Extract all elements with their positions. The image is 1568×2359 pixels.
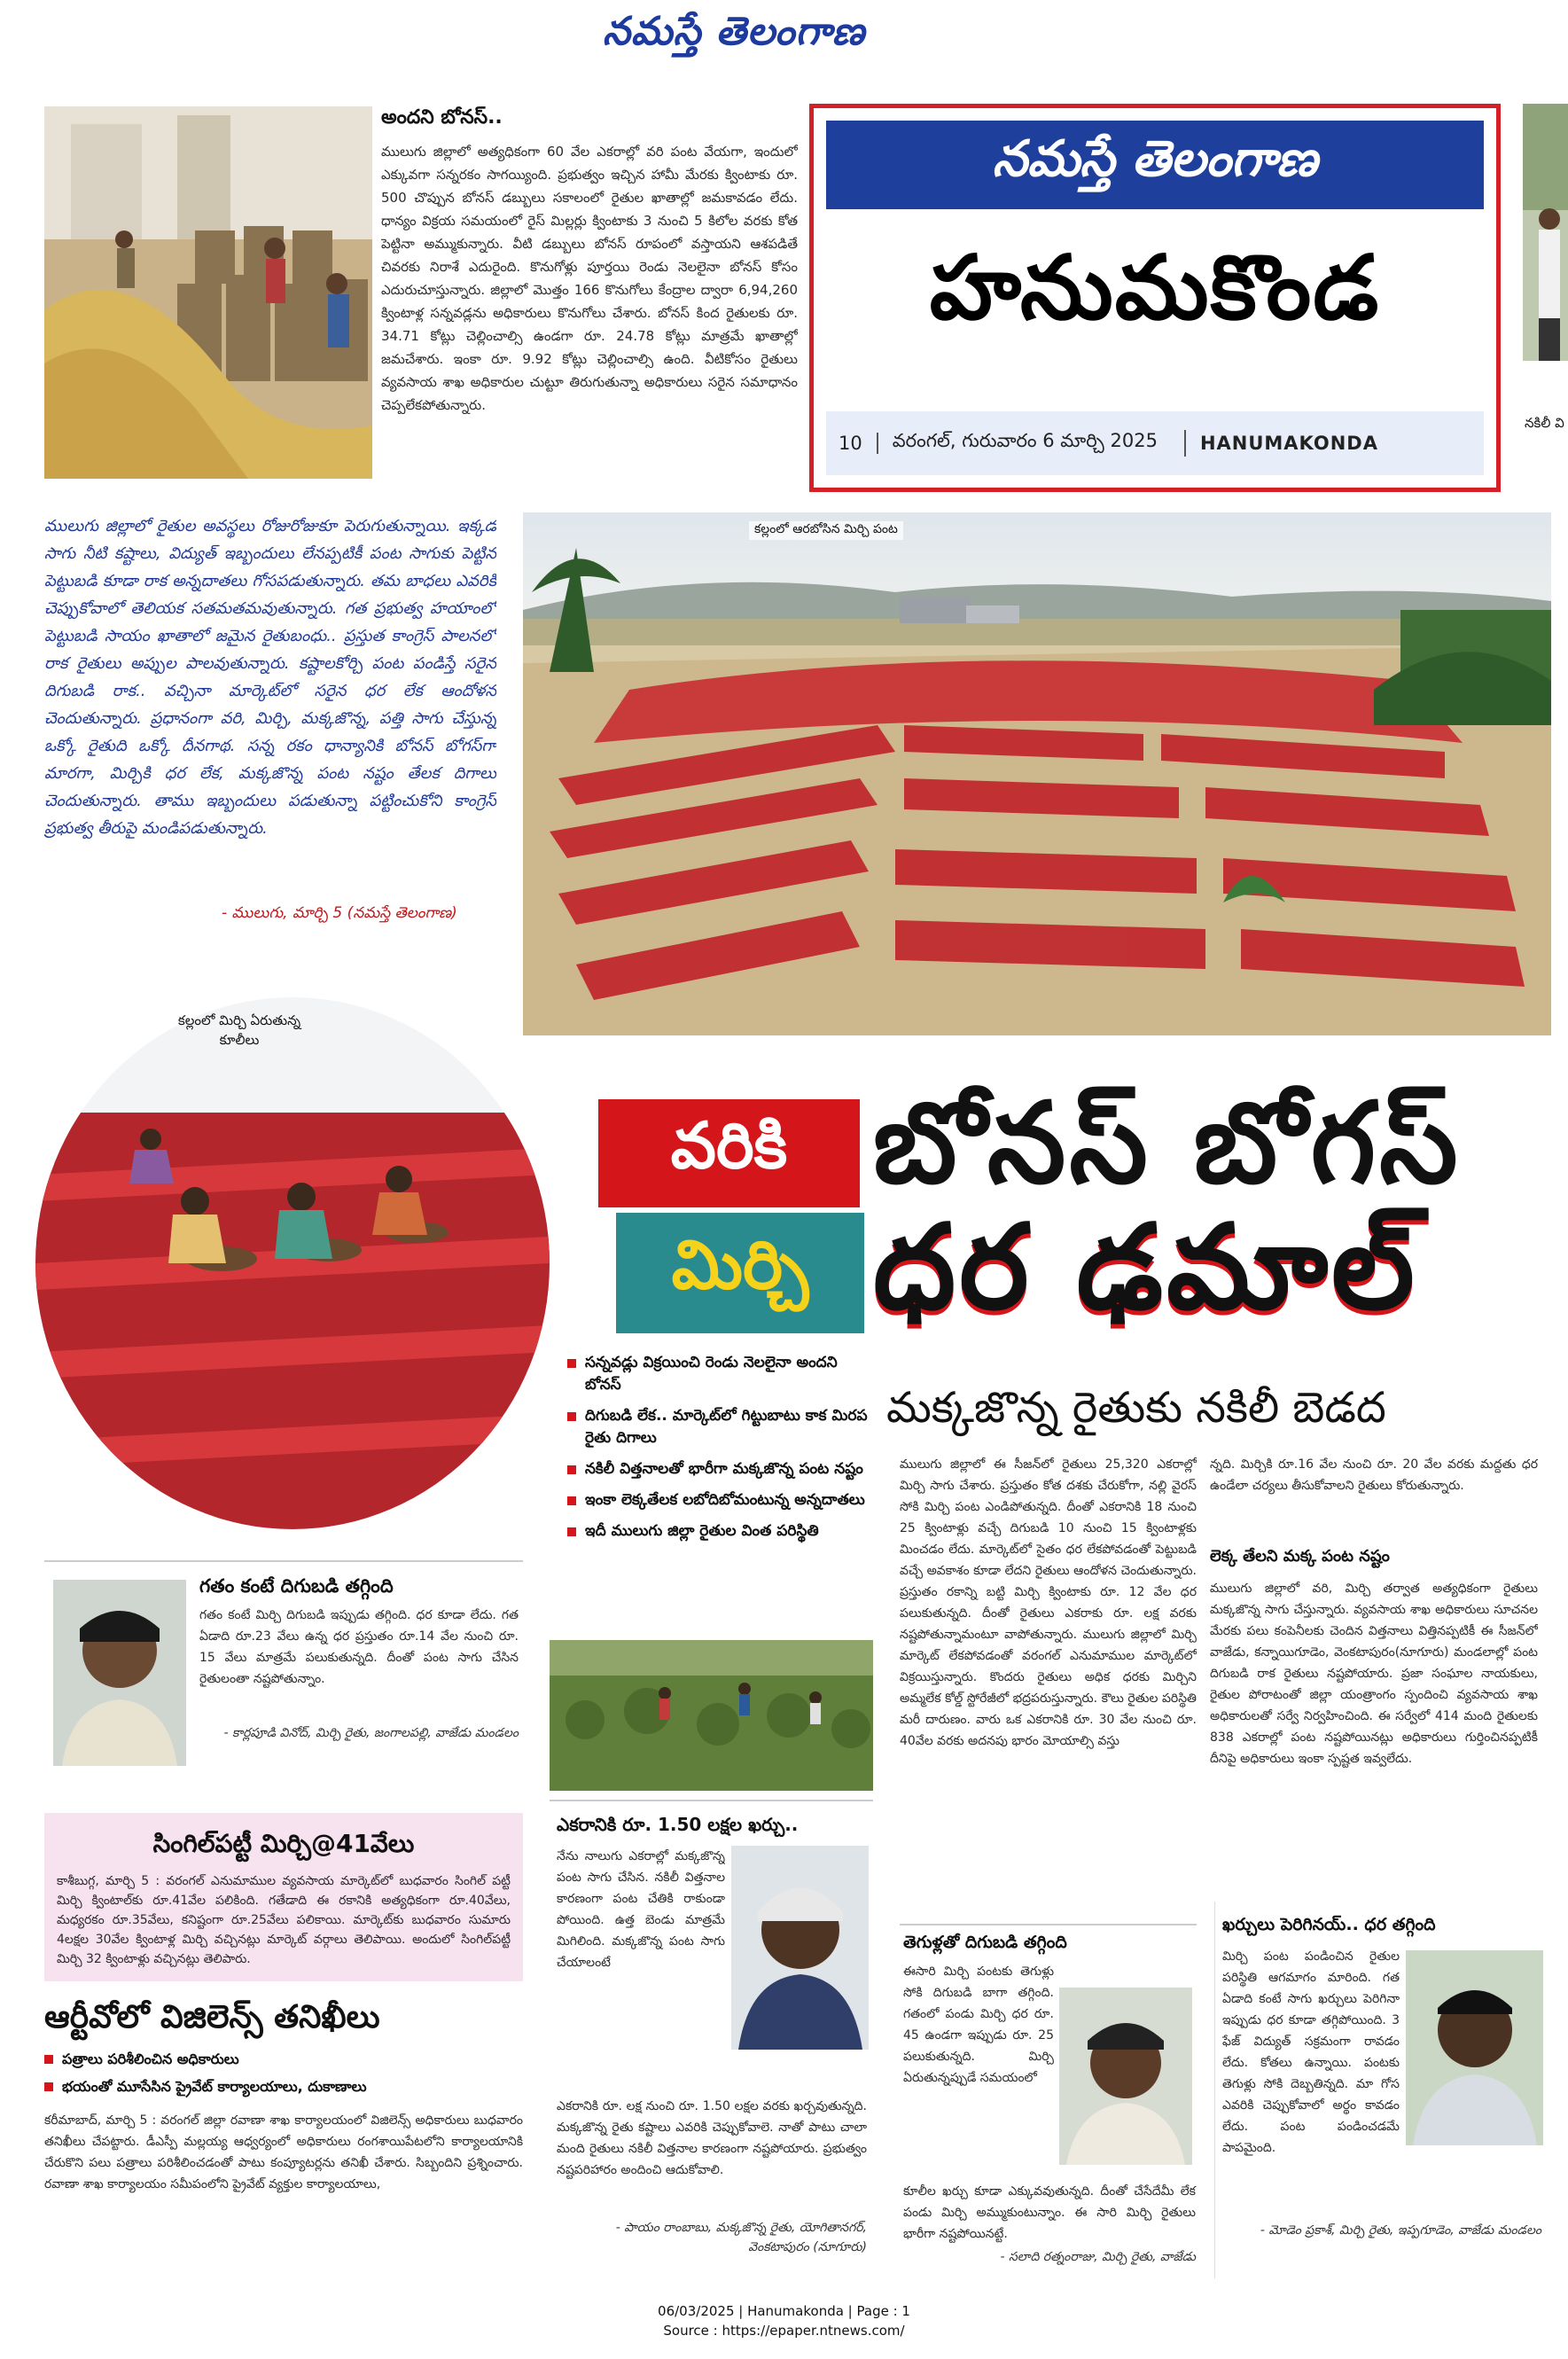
nameplate-brand-bar [826, 121, 1484, 209]
headline-subhead: మక్కజొన్న రైతుకు నకిలీ బెడద [886, 1383, 1386, 1433]
story-single-title: సింగిల్‌పట్టీ మిర్చి@41వేలు [152, 1829, 415, 1858]
story-expense-body: మిర్చి పంట పండించిన రైతుల పరిస్థితి ఆగమాగం మారింది. గత ఏడాది కంటే సాగు ఖర్చులు పెరిగినా ఇప్పుడు ధర కూడా తగ్గిపోయింది. 3 ఫేజ్ విద్యుత్ సక్రమంగా రావడం లేదు. కోతలు ఉన్నాయి. పంటకు తెగుళ్లు సోకి దెబ్బతిన్నది. మా గోస ఎవరికి చెప్పుకోవాలో అర్థం కావడం లేదు. పంట పండించడమే పాపమైంది. [1222, 1949, 1400, 2155]
story-yield-body: గతం కంటే మిర్చి దిగుబడి ఇప్పుడు తగ్గింది. ధర కూడా లేదు. గత ఏడాది రూ.23 వేలు ఉన్న ధర ప్రస్తుతం రూ.14 వేల నుంచి రూ. 15 వేలు మాత్రమే పలుకుతున్నది. దీంతో పంట సాగు చేసిన రైతులంతా నష్టపోతున్నాం. [199, 1608, 519, 1686]
key-points [567, 1352, 869, 1551]
headline-line1: బోనస్ బోగస్ [873, 1078, 1462, 1208]
masthead-logo: నమస్తే తెలంగాణ [603, 9, 866, 54]
story-rto-title: ఆర్టీవోలో విజిలెన్స్ తనిఖీలు [44, 1999, 380, 2035]
story-single-body: కాశీబుగ్గ, మార్చి 5 : వరంగల్ ఎనుమాముల వ్యవసాయ మార్కెట్‌లో బుధవారం సింగిల్ పట్టీ మిర్చి క్వింటాల్‌కు రూ.41వేల పలికింది. గతేడాది ఈ రకానికి అత్యధికంగా రూ.40వేలు, మధ్యరకం రూ.35వేలు, కనిష్టంగా రూ.25వేలు పలికాయి. మార్కెట్‌కు బుధవారం సుమారు 4లక్షల 30వేల క్వింటాళ్ల మిర్చి వచ్చినట్లు మార్కెట్ వర్గాలు తెలిపాయి. అందులో సింగిల్‌పట్టీ మిర్చి 32 క్వింటాళ్లు వచ్చినట్లు తెలిపారు. [57, 1874, 511, 1966]
intro-body: ములుగు జిల్లాలో రైతుల అవస్థలు రోజురోజుకూ పెరుగుతున్నాయి. ఇక్కడ సాగు నీటి కష్టాలు, విద్యుత్ ఇబ్బందులు లేనప్పటికీ పంట సాగుకు పెట్టిన పెట్టుబడి కూడా రాక అన్నదాతలు గోసపడుతున్నారు. తమ బాధలు ఎవరికి చెప్పుకోవాలో తెలియక సతమతమవుతున్నారు. గత ప్రభుత్వ హయాంలో పెట్టుబడి సాయం ఖాతాలో జమైన రైతుబంధు.. ప్రస్తుత కాంగ్రెస్ పాలనలో రాక రైతులు అప్పుల పాలవుతున్నారు. కష్టాలకోర్చి పంట పండిస్తే సరైన దిగుబడి రాక.. వచ్చినా మార్కెట్‌లో సరైన ధర లేక ఆందోళన చెందుతున్నారు. ప్రధానంగా వరి, మిర్చి, మక్కజొన్న, పత్తి సాగు చేస్తున్న ఒక్కో రైతుది ఒక్కో దీనగాథ. సన్న రకం ధాన్యానికి బోనస్ బోగస్‌గా మారగా, మిర్చికి ధర లేక, మక్కజొన్న పంట నష్టం తేలక దిగాలు చెందుతున్నారు. తాము ఇబ్బందులు పడుతున్నా పట్టించుకోని కాంగ్రెస్ ప్రభుత్వ తీరుపై మండిపడుతున్నారు. [44, 517, 496, 838]
key-point: ఇంకా లెక్కతేలక లబోదిబోమంటున్న అన్నదాతలు [567, 1489, 869, 1511]
main-story-col2-top: న్నది. మిర్చికి రూ.16 వేల నుంచి రూ. 20 వేల వరకు మద్దతు ధర ఉండేలా చర్యలు తీసుకోవాలని రైతులు కోరుతున్నారు. [1210, 1457, 1538, 1493]
story-expense-box [1214, 1902, 1548, 2278]
key-point: సన్నవడ్లు విక్రయించి రెండు నెలలైనా అందని బోనస్ [567, 1352, 869, 1396]
main-story-col1: ములుగు జిల్లాలో ఈ సీజన్‌లో రైతులు 25,320 ఎకరాల్లో మిర్చి సాగు చేశారు. ప్రస్తుతం కోత దశకు చేరుకోగా, నల్లి వైరస్ సోకి మిర్చి పంట ఎండిపోతున్నది. దీంతో ఎకరానికి 18 నుంచి 25 క్వింటాళ్లు వచ్చే దిగుబడి 10 నుంచి 15 క్వింటాళ్లకు మించడం లేదు. మార్కెట్‌లో సైతం ధర లేకపోవడంతో పెట్టుబడి వచ్చే అవకాశం కూడా లేదని రైతులు ఆందోళన చెందుతున్నారు. ప్రస్తుతం రకాన్ని బట్టి మిర్చి క్వింటాకు రూ. 12 వేల ధర పలుకుతున్నది. దీంతో రైతులు ఎకరాకు రూ. లక్ష వరకు నష్టపోతున్నామంటూ వాపోతున్నారు. ములుగు జిల్లాలో మిర్చి మార్కెట్ లేకపోవడంతో వరంగల్ ఎనుమాముల మార్కెట్‌లో విక్రయిస్తున్నారు. కొందరు రైతులు అధిక ధరకు మిర్చిని అమ్మలేక కోల్డ్ స్టోరేజీలో భద్రపరుస్తున్నారు. కౌలు రైతుల పరిస్థితి మరీ దారుణం. వారు ఒక ఎకరానికి రూ. 30 వేల నుంచి రూ. 40వేల వరకు అదనపు భారం మోయాల్సి వస్తు [900, 1457, 1197, 1748]
story-pest-box [900, 1924, 1197, 2280]
story-pest-body-narrow: ఈసారి మిర్చి పంటకు తెగుళ్లు సోకి దిగుబడి బాగా తగ్గింది. గతంలో పండు మిర్చి ధర రూ. 45 ఉండగా ఇప్పుడు రూ. 25 పలుకుతున్నది. మిర్చి ఏరుతున్నప్పుడే సమయంలో [903, 1965, 1054, 2085]
farmer-ratnamraju-photo [1059, 1988, 1192, 2165]
nameplate-brand: నమస్తే తెలంగాణ [992, 129, 1318, 188]
story-yield-box [44, 1560, 523, 1793]
intro-signature: - ములుగు, మార్చి 5 (నమస్తే తెలంగాణ) [222, 904, 457, 922]
field-photo-caption: కల్లంలో ఆరబోసిన మిర్చి పంట [749, 521, 903, 540]
circle-photo-caption: కల్లంలో మిర్చి ఏరుతున్న కూలీలు [177, 1012, 301, 1048]
paddy-heap-photo [44, 106, 372, 479]
headline-tag-chilli [616, 1213, 864, 1333]
rto-point: పత్రాలు పరిశీలించిన అధికారులు [44, 2048, 523, 2070]
story-pest-signature: - సలాది రత్నంరాజు, మిర్చి రైతు, వాజేడు [1000, 2250, 1196, 2264]
story-cost-box [550, 1800, 873, 2280]
chilli-workers-circle-photo [35, 997, 550, 1529]
story-cost-body-narrow: నేను నాలుగు ఎకరాల్లో మక్కజొన్న పంట సాగు చేసిన. నకిలీ విత్తనాల కారణంగా పంట చేతికి రాకుండా పోయింది. ఉత్త బెండు మాత్రమే మిగిలింది. మక్కజొన్న పంట సాగు చేయాలంటే [557, 1849, 725, 1970]
farmer-vinod-photo [53, 1580, 186, 1766]
nameplate-box [809, 104, 1501, 492]
nameplate-info-row [826, 411, 1484, 475]
key-point: నకిలీ విత్తనాలతో భారీగా మక్కజొన్న పంట నష్టం [567, 1458, 869, 1480]
story-rto-body: కరీమాబాద్, మార్చి 5 : వరంగల్ జిల్లా రవాణా శాఖ కార్యాలయంలో విజిలెన్స్ అధికారులు బుధవారం తనిఖీలు చేపట్టారు. డీఎస్పీ మల్లయ్య ఆధ్వర్యంలో అధికారులు రంగశాయిపేటలోని కార్యాలయానికి చేరుకొని పలు పత్రాలు పరిశీలించడంతో పాటు కంప్యూటర్లను తనిఖీ చేశారు. సిబ్బందిని ప్రశ్నించారు. రవాణా శాఖ కార్యాలయం సమీపంలోని ప్రైవేట్ వ్యక్తుల కార్యాలయాలు, [44, 2113, 523, 2191]
story-cost-body-wide: ఎకరానికి రూ. లక్ష నుంచి రూ. 1.50 లక్షల వరకు ఖర్చవుతున్నది. మక్కజొన్న రైతు కష్టాలు ఎవరికి చెప్పుకోవాలె. నాతో పాటు చాలా మంది రైతులు నకిలీ విత్తనాల కారణంగా నష్టపోయారు. ప్రభుత్వం నష్టపరిహారం అందించి ఆదుకోవాలి. [557, 2099, 867, 2177]
story-rto-points [44, 2048, 523, 2103]
story-cost-title: ఎకరానికి రూ. 1.50 లక్షల ఖర్చు.. [557, 1814, 799, 1835]
key-point: ఇదీ ములుగు జిల్లా రైతుల వింత పరిస్థితి [567, 1520, 869, 1543]
story-expense-title: ఖర్చులు పెరిగినయ్.. ధర తగ్గింది [1222, 1915, 1436, 1934]
headline-tag-chilli-text: మిర్చి [671, 1225, 809, 1304]
dateline: వరంగల్, గురువారం 6 మార్చి 2025 [878, 430, 1186, 457]
page-number: 10 [826, 433, 878, 454]
story-cost-signature: - పాయం రాంబాబు, మక్కజొన్న రైతు, యోగితానగర్, వెంకటాపురం (నూగూరు) [615, 2221, 867, 2254]
story-yield-title: గతం కంటే దిగుబడి తగ్గింది [199, 1575, 394, 1597]
story-pest-title: తెగుళ్లతో దిగుబడి తగ్గింది [903, 1933, 1067, 1952]
chilli-field-photo [523, 512, 1551, 1035]
headline-tag-rice [598, 1099, 860, 1207]
nameplate-edition: హనుమకొండ [929, 236, 1381, 340]
footer-line2: Source : https://epaper.ntnews.com/ [663, 2323, 905, 2339]
main-story-col2-body: ములుగు జిల్లాలో వరి, మిర్చి తర్వాత అత్యధికంగా రైతులు మక్కజొన్న సాగు చేస్తున్నారు. వ్యవసాయ శాఖ అధికారులు సూచనల మేరకు పలు కంపెనీలకు చెందిన విత్తనాలు విత్తినప్పటికీ ఈ సీజన్‌లో వాజేడు, కన్నాయిగూడెం, వెంకటాపురం(నూగూరు) మండలాల్లో పంట దిగుబడి రాక రైతులు నష్టపోయారు. ప్రజా సంఘాల నాయకులు, రైతుల పోరాటంతో జిల్లా యంత్రాంగం స్పందించి వ్యవసాయ శాఖ అధికారులతో సర్వే నిర్వహించింది. ఈ సర్వేలో 414 మంది రైతులకు 838 ఎకరాల్లో పంట నష్టపోయినట్లు అధికారులు గుర్తించినప్పటికీ దీనిపై అధికారులు ఇంకా స్పష్టత ఇవ్వలేదు. [1210, 1582, 1538, 1766]
story-yield-signature: - కార్లపూడి వినోద్, మిర్చి రైతు, జంగాలపల్లి, వాజేడు మండలం [223, 1726, 519, 1740]
edition-en: HANUMAKONDA [1199, 433, 1378, 454]
headline-tag-rice-text: వరికి [670, 1108, 788, 1183]
main-story-col2-subhead: లెక్క తేలని మక్క పంట నష్టం [1210, 1547, 1390, 1566]
story-expense-signature: - మోడెం ప్రకాశ్, మిర్చి రైతు, ఇప్పగూడెం, వాజేడు మండలం [1260, 2223, 1541, 2238]
key-point: దిగుబడి లేక.. మార్కెట్‌లో గిట్టుబాటు కాక మిరప రైతు దిగాలు [567, 1405, 869, 1449]
story-bonus-title: అందని బోనస్.. [381, 106, 503, 129]
story-bonus-body: ములుగు జిల్లాలో అత్యధికంగా 60 వేల ఎకరాల్లో వరి పంట వేయగా, ఇందులో ఎక్కువగా సన్నరకం సాగయ్యింది. ప్రభుత్వం ఇచ్చిన హామీ మేరకు క్వింటాకు రూ. 500 చొప్పున బోనస్ డబ్బులు సకాలంలో రైతుల ఖాతాల్లో జమకావడం లేదు. ధాన్యం విక్రయ సమయంలో రైస్ మిల్లర్లు క్వింటాకు 3 నుంచి 5 కిలోల వరకు కోత పెట్టినా అమ్ముకున్నారు. వీటి డబ్బులు బోనస్ రూపంలో వస్తాయని ఆశపడితే చివరకు నిరాశే ఎదురైంది. కొనుగోళ్లు పూర్తయి రెండు నెలలైనా బోనస్ కోసం ఎదురుచూస్తున్నారు. జిల్లాలో మొత్తం 166 కొనుగోలు కేంద్రాల ద్వారా 6,94,260 క్వింటాళ్ల సన్నవడ్లను అధికారులు కొనుగోలు చేశారు. బోనస్ కింద రైతులకు రూ. 34.71 కోట్లు చెల్లించాల్సి ఉండగా రూ. 24.78 కోట్లు మాత్రమే ఖాతాల్లో జమచేశారు. ఇంకా రూ. 9.92 కోట్లు చెల్లించాల్సి ఉంది. వీటికోసం రైతులు వ్యవసాయ శాఖ అధికారుల చుట్టూ తిరుగుతున్నా అధికారులు సరైన సమాధానం చెప్పలేకపోతున్నారు. [381, 144, 798, 413]
farmer-rambabu-photo [731, 1846, 869, 2050]
side-strip-photo [1523, 104, 1568, 361]
maize-field-photo [550, 1640, 873, 1791]
farmer-prakash-photo [1406, 1950, 1543, 2145]
rto-point: భయంతో మూసేసిన ప్రైవేట్ కార్యాలయాలు, దుకాణాలు [44, 2075, 523, 2097]
story-pest-body-wide: కూలీల ఖర్చు కూడా ఎక్కువవుతున్నది. దీంతో చేసేదేమీ లేక పండు మిర్చి అమ్ముకుంటున్నాం. ఈ సారి మిర్చి రైతులు భారీగా నష్టపోయినట్టే. [903, 2184, 1196, 2241]
footer-line1: 06/03/2025 | Hanumakonda | Page : 1 [658, 2303, 910, 2319]
story-single-box [44, 1813, 523, 1981]
side-strip-caption: నకిలీ వి [1525, 415, 1564, 431]
headline-line2: ధర ఢమాల్ [873, 1199, 1418, 1336]
